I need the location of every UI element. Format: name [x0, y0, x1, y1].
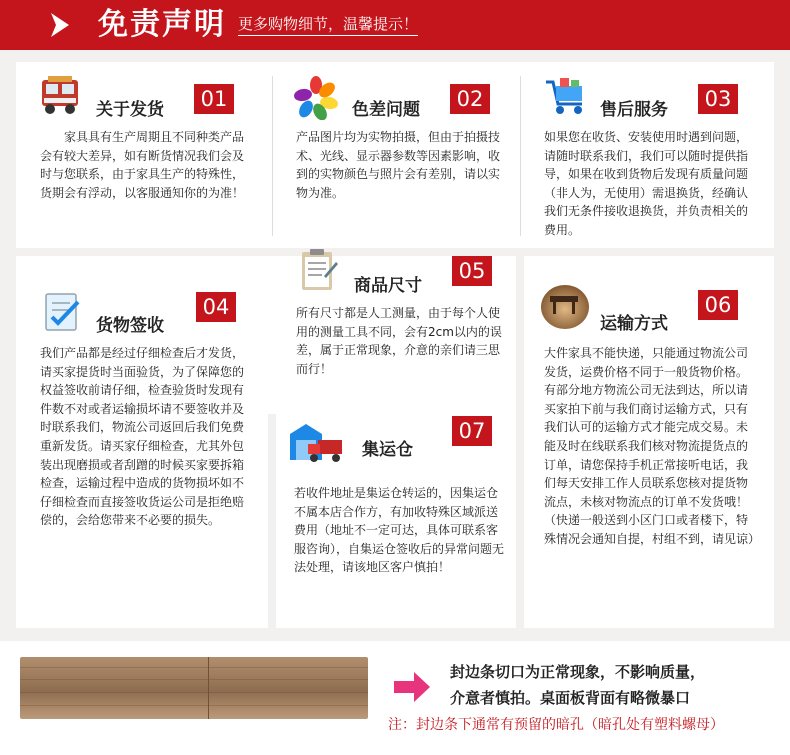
- wood-edge-banding-photo: [20, 657, 368, 719]
- section-paragraph: 我们产品都是经过仔细检查后才发货，请买家提货时当面验货，为了保障您的权益签收前请仔细，检查验货时发现有件数不对或者运输损坏请不要签收并及时联系我们，物流公司返回后我们免费重新发货。请买家仔细检查，尤其外包装出现磨损或者刮蹭的时候买家要拆箱检查，运输过程中造成的货物损坏如不仔细检查而直接签收货运公司是拒绝赔偿的，会给您带来不必要的损失。: [40, 346, 245, 528]
- section-paragraph: 若收件地址是集运仓转运的，因集运仓不属本店合作方，有加收特殊区域派送费用（地址不一定可达，具体可联系客服咨询），自集运仓签收后的异常问题无法处理，请该地区客户慎拍！: [294, 486, 505, 575]
- section-body: [296, 128, 508, 202]
- color-palette-icon: [294, 76, 338, 120]
- section-number-badge: 04: [196, 292, 236, 322]
- section-body: [296, 304, 506, 378]
- section-number-badge: 03: [698, 84, 738, 114]
- section-title: 商品尺寸: [354, 276, 422, 296]
- section-paragraph: 如果您在收货、安装使用时遇到问题，请随时联系我们，我们可以随时提供指导，如果在收到货物后发现有质量问题（非人为，无使用）需退换货，经确认我们无条件接收退换货，并负责相关的费用。: [544, 130, 749, 237]
- truck-icon: [38, 74, 82, 118]
- warehouse-truck-icon: [288, 420, 348, 464]
- section-title: 售后服务: [600, 100, 668, 120]
- section-body: [544, 128, 756, 240]
- section-number-badge: 06: [698, 290, 738, 320]
- section-body: [40, 128, 248, 202]
- section-title: 货物签收: [96, 316, 164, 336]
- checklist-icon: [40, 290, 84, 334]
- section-paragraph: 产品图片均为实物拍摄，但由于拍摄技术、光线、显示器参数等因素影响，收到的实物颜色与照片会有差别，请以实物为准。: [296, 130, 501, 200]
- divider: [520, 76, 521, 236]
- section-number-badge: 02: [450, 84, 490, 114]
- section-title: 集运仓: [362, 440, 413, 460]
- section-number-badge: 01: [194, 84, 234, 114]
- page-title: 免责声明: [98, 7, 226, 42]
- section-title: 关于发货: [96, 100, 164, 120]
- pink-arrow-icon: [392, 670, 432, 704]
- section-title: 色差问题: [352, 100, 420, 120]
- section-paragraph: （快递一般送到小区门口或者楼下，特殊情况会通知自提，村组不到，请见谅）: [544, 513, 761, 546]
- furniture-photo-icon: [540, 284, 590, 330]
- section-body: [544, 344, 761, 549]
- section-paragraph: 大件家具不能快递，只能通过物流公司发货，运费价格不同于一般货物价格。有部分地方物流公司无法到达，所以请买家拍下前与我们商讨运输方式，只有我们认可的运输方式才能完成交易。未能及时在线联系我们核对物流提货点的订单，请您保持手机正常接听电话，我们每天安排工作人员联系您核对提货物流点，未核对物流点的订单不发货哦！: [544, 346, 749, 509]
- divider: [272, 76, 273, 236]
- shopping-cart-icon: [544, 74, 588, 118]
- section-number-badge: 05: [452, 256, 492, 286]
- section-paragraph: 家具具有生产周期且不同种类产品会有较大差异，如有断货情况我们会及时与您联系，由于家具生产的特殊性，货期会有浮动，以客服通知你的为准！: [40, 130, 245, 200]
- clipboard-icon: [296, 248, 340, 292]
- footer-line-1: 封边条切口为正常现象，不影响质量，: [450, 663, 706, 681]
- section-paragraph: 所有尺寸都是人工测量，由于每个人使用的测量工具不同，会有2cm以内的误差，属于正常现象，介意的亲们请三思而行！: [296, 306, 502, 376]
- section-number-badge: 07: [452, 416, 492, 446]
- section-body: [40, 344, 252, 530]
- page-subtitle: 更多购物细节，温馨提示！: [238, 14, 418, 36]
- footer-note: 注：封边条下通常有预留的暗孔（暗孔处有塑料螺母）: [388, 717, 724, 733]
- section-body: [294, 484, 508, 577]
- chevron-right-icon: [48, 11, 72, 39]
- header-banner: [0, 0, 790, 50]
- section-title: 运输方式: [600, 314, 668, 334]
- footer-line-2: 介意者慎拍。桌面板背面有略微暴口: [450, 689, 691, 707]
